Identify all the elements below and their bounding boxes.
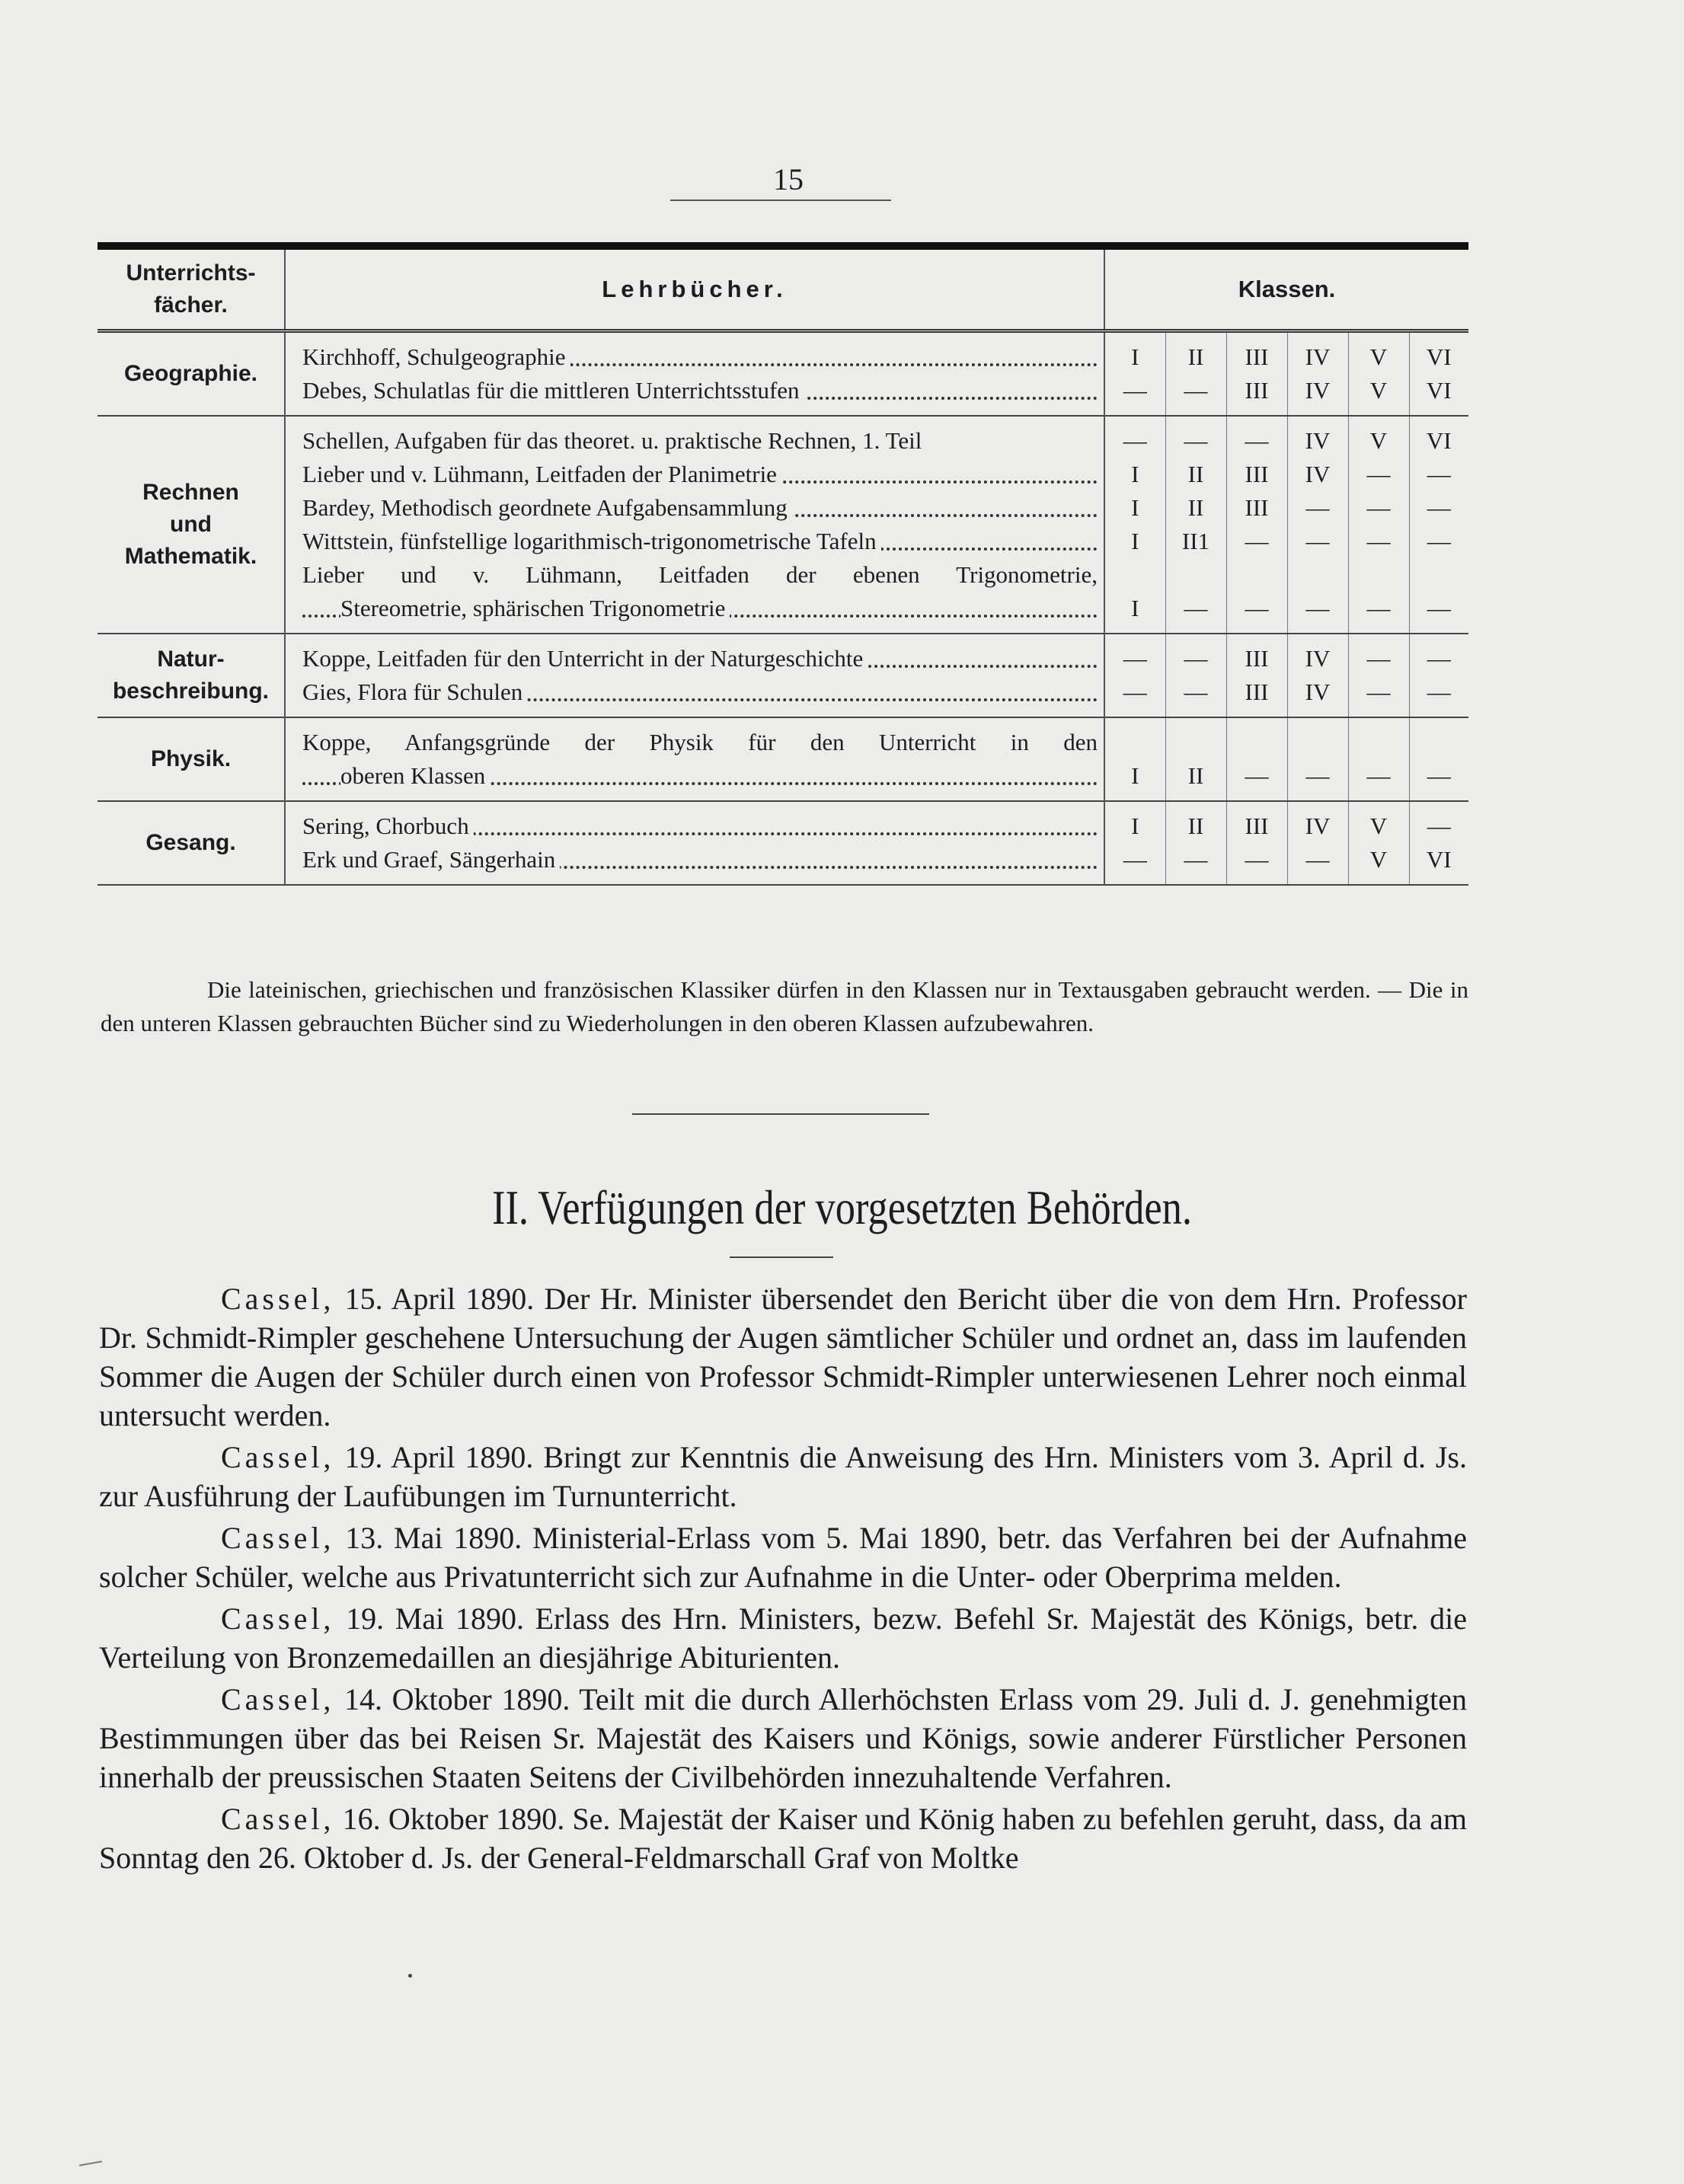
- class-cell: [1104, 331, 1165, 417]
- class-mark: —: [1305, 762, 1330, 789]
- book-title: Lieber und v. Lühmann, Leitfaden der Planimetrie: [302, 461, 781, 487]
- class-cell: [1287, 801, 1348, 885]
- subject-cell: Natur- beschreibung.: [97, 634, 285, 717]
- book-title: Wittstein, fünfstellige logarithmisch-trigonometrische Tafeln: [302, 528, 881, 554]
- decree-place: Cassel,: [221, 1802, 335, 1836]
- class-mark: III: [1245, 494, 1269, 521]
- class-mark: [1166, 726, 1226, 759]
- class-cell: [1348, 416, 1409, 634]
- class-mark: [1349, 726, 1409, 759]
- class-mark: [1105, 726, 1165, 759]
- books-cell: [285, 634, 1104, 717]
- class-cell: [1409, 331, 1468, 417]
- class-mark: —: [1184, 679, 1208, 705]
- decree-place: Cassel,: [221, 1440, 335, 1474]
- class-mark: —: [1366, 528, 1391, 554]
- class-cell: [1287, 416, 1348, 634]
- decree-paragraph: [99, 1279, 1467, 1435]
- class-mark: —: [1427, 595, 1451, 621]
- class-mark: —: [1366, 762, 1391, 789]
- class-mark: —: [1427, 762, 1451, 789]
- book-entry: [302, 809, 1098, 843]
- book-title: Koppe, Anfangsgründe der Physik für den Unterricht in den: [302, 729, 1098, 755]
- table-header-row: [97, 246, 1468, 331]
- class-mark: V: [1369, 343, 1388, 370]
- book-entry: [302, 525, 1098, 558]
- class-cell: [1165, 331, 1226, 417]
- class-mark: I: [1131, 813, 1139, 839]
- decree-text: 13. Mai 1890. Ministerial-Erlass vom 5. Mai 1890, betr. das Verfahren bei der Aufnahme solcher Schüler, welche aus Privatunterricht sich zur Aufnahme in die Unter- oder Oberprima melden.: [99, 1521, 1467, 1594]
- class-cell: [1165, 717, 1226, 801]
- page-number: 15: [773, 162, 804, 196]
- decree-place: Cassel,: [221, 1521, 335, 1555]
- class-cell: [1287, 331, 1348, 417]
- class-mark: —: [1427, 494, 1451, 521]
- book-title: Debes, Schulatlas für die mittleren Unterrichtsstufen: [302, 377, 804, 404]
- section-title: II. Verfügungen der vorgesetzten Behörden.: [491, 1180, 1193, 1234]
- class-cell: [1104, 416, 1165, 634]
- class-mark: [1288, 726, 1348, 759]
- class-mark: —: [1305, 528, 1330, 554]
- classics-note: [101, 973, 1468, 1040]
- decree-place: Cassel,: [221, 1682, 335, 1716]
- class-mark: —: [1245, 427, 1269, 454]
- class-cell: [1165, 634, 1226, 717]
- subject-cell: Geographie.: [97, 331, 285, 417]
- class-mark: IV: [1305, 813, 1331, 839]
- class-mark: VI: [1426, 377, 1452, 404]
- book-title: Stereometrie, sphärischen Trigonometrie: [340, 595, 730, 621]
- class-cell: [1104, 801, 1165, 885]
- book-entry: [302, 759, 1098, 793]
- book-title: Bardey, Methodisch geordnete Aufgabensammlung: [302, 494, 792, 521]
- book-title: oberen Klassen: [340, 762, 490, 789]
- class-mark: IV: [1305, 679, 1331, 705]
- class-mark: [1105, 558, 1165, 592]
- class-mark: I: [1131, 595, 1139, 621]
- class-mark: IV: [1305, 645, 1331, 672]
- class-cell: [1226, 416, 1287, 634]
- header-classes: Klassen.: [1238, 276, 1336, 302]
- class-mark: IV: [1305, 461, 1331, 487]
- table-row: [97, 416, 1468, 634]
- section-rule-bottom: [730, 1256, 833, 1258]
- class-mark: II: [1187, 813, 1204, 839]
- book-title: Erk und Graef, Sängerhain: [302, 846, 560, 873]
- class-cell: [1348, 634, 1409, 717]
- class-mark: [1410, 726, 1469, 759]
- class-mark: II: [1187, 762, 1204, 789]
- books-cell: [285, 717, 1104, 801]
- class-cell: [1409, 416, 1468, 634]
- class-mark: I: [1131, 494, 1139, 521]
- class-mark: —: [1427, 645, 1451, 672]
- margin-mark: [79, 2160, 102, 2166]
- textbook-table: [97, 242, 1468, 886]
- class-cell: [1226, 717, 1287, 801]
- class-cell: [1165, 416, 1226, 634]
- class-mark: III: [1245, 343, 1269, 370]
- class-cell: [1409, 634, 1468, 717]
- book-title: Schellen, Aufgaben für das theoret. u. praktische Rechnen, 1. Teil: [302, 427, 922, 454]
- class-mark: [1410, 558, 1469, 592]
- class-mark: III: [1245, 377, 1269, 404]
- class-mark: —: [1366, 645, 1391, 672]
- decree-paragraph: [99, 1438, 1467, 1515]
- class-mark: —: [1123, 377, 1147, 404]
- class-mark: —: [1184, 427, 1208, 454]
- margin-dot: [408, 1974, 412, 1978]
- class-mark: —: [1245, 762, 1269, 789]
- decree-paragraph: [99, 1518, 1467, 1596]
- decree-place: Cassel,: [221, 1282, 335, 1316]
- class-cell: [1348, 801, 1409, 885]
- decree-paragraph: [99, 1799, 1467, 1877]
- decree-text: 16. Oktober 1890. Se. Majestät der Kaiser und König haben zu befehlen geruht, dass, da am Sonntag den 26. Oktober d. Js. der General-Feldmarschall Graf von Moltke: [99, 1802, 1467, 1875]
- class-mark: —: [1366, 461, 1391, 487]
- class-mark: —: [1245, 595, 1269, 621]
- class-mark: [1227, 558, 1287, 592]
- class-mark: —: [1184, 595, 1208, 621]
- book-entry: [302, 642, 1098, 675]
- class-mark: III: [1245, 813, 1269, 839]
- class-mark: —: [1123, 645, 1147, 672]
- class-cell: [1226, 331, 1287, 417]
- class-mark: VI: [1426, 427, 1452, 454]
- class-cell: [1348, 331, 1409, 417]
- class-mark: —: [1427, 679, 1451, 705]
- class-mark: —: [1184, 645, 1208, 672]
- class-mark: —: [1184, 377, 1208, 404]
- class-mark: II: [1187, 461, 1204, 487]
- class-mark: —: [1184, 846, 1208, 873]
- class-mark: —: [1305, 846, 1330, 873]
- book-title: Sering, Chorbuch: [302, 813, 474, 839]
- class-mark: II1: [1181, 528, 1210, 554]
- class-mark: —: [1366, 679, 1391, 705]
- class-mark: —: [1305, 494, 1330, 521]
- class-mark: [1349, 558, 1409, 592]
- class-cell: [1104, 634, 1165, 717]
- class-cell: [1226, 801, 1287, 885]
- class-mark: II: [1187, 343, 1204, 370]
- book-entry: [302, 726, 1098, 759]
- class-mark: —: [1245, 846, 1269, 873]
- class-cell: [1287, 717, 1348, 801]
- class-cell: [1287, 634, 1348, 717]
- class-mark: III: [1245, 461, 1269, 487]
- table-row: [97, 634, 1468, 717]
- header-books: Lehrbücher.: [285, 246, 1104, 331]
- book-title: Koppe, Leitfaden für den Unterricht in der Naturgeschichte: [302, 645, 868, 672]
- class-mark: V: [1369, 377, 1388, 404]
- decree-text: 14. Oktober 1890. Teilt mit die durch Allerhöchsten Erlass vom 29. Juli d. J. genehmigten Bestimmungen über das bei Reisen Sr. Majestät des Kaisers und Königs, sowie anderer Fürstlicher Personen innerhalb der preussischen Staaten Seitens der Civilbehörden innezuhaltende Verfahren.: [99, 1682, 1467, 1794]
- subject-cell: Physik.: [97, 717, 285, 801]
- class-mark: I: [1131, 762, 1139, 789]
- class-cell: [1409, 801, 1468, 885]
- class-mark: —: [1123, 679, 1147, 705]
- decree-paragraph: [99, 1599, 1467, 1677]
- book-entry: [302, 675, 1098, 709]
- decree-list: [99, 1279, 1467, 1877]
- book-title: Gies, Flora für Schulen: [302, 679, 527, 705]
- class-mark: —: [1305, 595, 1330, 621]
- book-entry: [302, 340, 1098, 374]
- class-mark: IV: [1305, 377, 1331, 404]
- class-mark: VI: [1426, 343, 1452, 370]
- book-title: Lieber und v. Lühmann, Leitfaden der ebenen Trigonometrie,: [302, 561, 1098, 588]
- book-entry: [302, 374, 1098, 407]
- class-mark: I: [1131, 343, 1139, 370]
- books-cell: [285, 416, 1104, 634]
- decree-text: 19. April 1890. Bringt zur Kenntnis die Anweisung des Hrn. Ministers vom 3. April d. Js. zur Ausführung der Laufübungen im Turnunterricht.: [99, 1440, 1467, 1513]
- class-mark: V: [1369, 846, 1388, 873]
- class-mark: —: [1366, 595, 1391, 621]
- class-cell: [1348, 717, 1409, 801]
- table-body: [97, 331, 1468, 886]
- section-rule-top: [632, 1113, 929, 1115]
- class-mark: —: [1245, 528, 1269, 554]
- class-mark: —: [1123, 427, 1147, 454]
- class-cell: [1226, 634, 1287, 717]
- book-entry: [302, 424, 1098, 458]
- class-mark: I: [1131, 528, 1139, 554]
- table-row: [97, 331, 1468, 417]
- table-row: [97, 717, 1468, 801]
- header-subjects: Unterrichts- fächer.: [126, 260, 256, 318]
- book-entry: [302, 592, 1098, 625]
- decree-text: 15. April 1890. Der Hr. Minister übersendet den Bericht über die von dem Hrn. Professor Dr. Schmidt-Rimpler geschehene Untersuchung der Augen sämtlicher Schüler und ordnet an, dass im laufenden Sommer die Augen der Schüler durch einen von Professor Schmidt-Rimpler unterwiesenen Lehrer noch einmal untersucht werden.: [99, 1282, 1467, 1432]
- book-entry: [302, 491, 1098, 525]
- class-mark: IV: [1305, 427, 1331, 454]
- class-mark: —: [1427, 461, 1451, 487]
- books-cell: [285, 331, 1104, 417]
- table-row: [97, 801, 1468, 885]
- class-mark: III: [1245, 679, 1269, 705]
- class-cell: [1165, 801, 1226, 885]
- class-cell: [1104, 717, 1165, 801]
- class-mark: III: [1245, 645, 1269, 672]
- subject-cell: Rechnen und Mathematik.: [97, 416, 285, 634]
- class-mark: I: [1131, 461, 1139, 487]
- books-cell: [285, 801, 1104, 885]
- book-title: Kirchhoff, Schulgeographie: [302, 343, 570, 370]
- decree-text: 19. Mai 1890. Erlass des Hrn. Ministers, bezw. Befehl Sr. Majestät des Königs, betr. die Verteilung von Bronzemedaillen an diesjährige Abiturienten.: [99, 1601, 1467, 1675]
- class-mark: [1227, 726, 1287, 759]
- decree-place: Cassel,: [221, 1601, 335, 1636]
- class-mark: IV: [1305, 343, 1331, 370]
- note-text: Die lateinischen, griechischen und französischen Klassiker dürfen in den Klassen nur in Textausgaben gebraucht werden. — Die in den unteren Klassen gebrauchten Bücher sind zu Wiederholungen in den oberen Klassen aufzubewahren.: [101, 976, 1468, 1036]
- decree-paragraph: [99, 1680, 1467, 1796]
- class-mark: V: [1369, 427, 1388, 454]
- book-entry: [302, 458, 1098, 491]
- book-entry: [302, 843, 1098, 876]
- book-entry: [302, 558, 1098, 592]
- class-mark: [1288, 558, 1348, 592]
- class-mark: V: [1369, 813, 1388, 839]
- subject-cell: Gesang.: [97, 801, 285, 885]
- class-mark: VI: [1426, 846, 1452, 873]
- class-mark: —: [1427, 813, 1451, 839]
- class-mark: II: [1187, 494, 1204, 521]
- page-number-rule: [670, 200, 891, 201]
- class-mark: [1166, 558, 1226, 592]
- class-mark: —: [1366, 494, 1391, 521]
- class-cell: [1409, 717, 1468, 801]
- class-mark: —: [1123, 846, 1147, 873]
- class-mark: —: [1427, 528, 1451, 554]
